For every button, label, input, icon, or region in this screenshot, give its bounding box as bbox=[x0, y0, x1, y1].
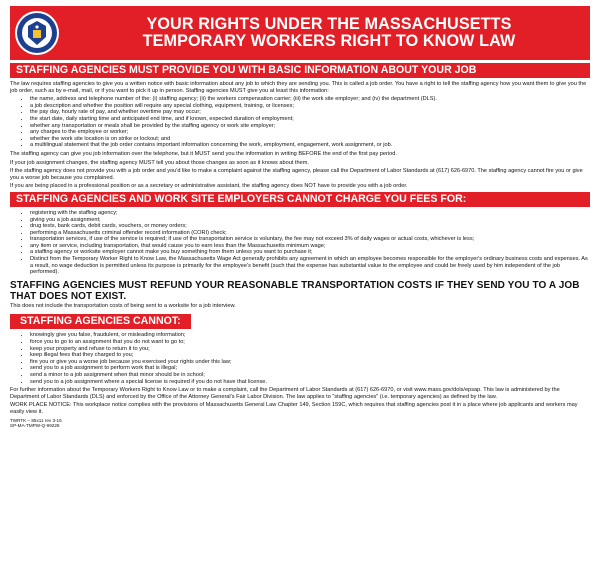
list-item: • a staffing agency or worksite employer cannot make you buy something from them unless you want to purchase it; bbox=[30, 249, 590, 256]
list-item: • drug tests, bank cards, debit cards, vouchers, or money orders; bbox=[30, 223, 590, 230]
list-item: • a multilingual statement that the job order contains important information concerning the work, employment, engagement, work assignment, or job. bbox=[30, 142, 590, 149]
list-item: • the name, address and telephone number of the: (i) staffing agency; (ii) the workers compensation carrier; (iii) the work site employer; and (iv) the department (DLS). bbox=[30, 96, 590, 103]
form-code-line-1: TWRTK – 85x11 rev 3-16 bbox=[10, 417, 62, 423]
list-item: • any item or service, including transportation, that would cause you to earn less than the Massachusetts minimum wage; bbox=[30, 243, 590, 250]
job-order-intro: The law requires staffing agencies to give you a written notice with basic information about any job to which they are sending you. This is called a job order. You have a right to tell the staffing agency how you want them to give you the job order, such as by e-mail, mail, or if you want to pick it up in person. Staffing agencies MUST give you at least this information: bbox=[10, 81, 587, 94]
list-item: • whether the work site location is on strike or lockout; and bbox=[30, 136, 590, 143]
list-item: • send you to a job assignment to perform work that is illegal; bbox=[30, 365, 590, 372]
fees-list bbox=[10, 210, 590, 276]
list-item: • the start date, daily starting time and anticipated end time, and if known, expected duration of employment; bbox=[30, 116, 590, 123]
title-line-1: YOUR RIGHTS UNDER THE MASSACHUSETTS bbox=[146, 15, 512, 33]
massachusetts-seal-icon bbox=[14, 10, 60, 56]
list-item: • whether any transportation or meals shall be provided by the staffing agency or work site employer; bbox=[30, 123, 590, 130]
section-banner-cannot: STAFFING AGENCIES CANNOT: bbox=[10, 314, 191, 329]
list-item: • transportation services, if use of the service is required; if use of the transportation service is voluntary, the fee may not exceed 3% of daily wages or actual costs, whichever is less; bbox=[30, 236, 590, 243]
list-item: • force you to go to an assignment that you do not want to go to; bbox=[30, 339, 590, 346]
complaint-paragraph: If the staffing agency does not provide you with a job order and you'd like to make a complaint against the staffing agency, please call the Department of Labor Standards at (617) 626-6970. The staffing agency cannot fire you or give you a worse job because you complained. bbox=[10, 168, 583, 181]
job-order-list bbox=[10, 96, 590, 149]
list-item: • performing a Massachusetts criminal offender record information (CORI) check; bbox=[30, 230, 590, 237]
list-item: • keep your property and refuse to return it to you; bbox=[30, 346, 590, 353]
list-item: • send you to a job assignment where a special license is required if you do not have that license. bbox=[30, 379, 590, 386]
list-item: • any charges to the employee or worker; bbox=[30, 129, 590, 136]
poster-title bbox=[76, 16, 590, 50]
poster-header bbox=[10, 6, 590, 60]
list-item: • knowingly give you false, fraudulent, or misleading information; bbox=[30, 332, 590, 339]
list-item: • the pay day, hourly rate of pay, and whether overtime pay may occur; bbox=[30, 109, 590, 116]
list-item: • send a minor to a job assignment when that minor should be in school; bbox=[30, 372, 590, 379]
title-line-2: TEMPORARY WORKERS RIGHT TO KNOW LAW bbox=[142, 32, 516, 50]
assignment-change-paragraph: If your job assignment changes, the staffing agency MUST tell you about those changes as soon as it knows about them. bbox=[10, 159, 309, 166]
list-item: • registering with the staffing agency; bbox=[30, 210, 590, 217]
refund-note: This does not include the transportation costs of being sent to a worksite for a job interview. bbox=[10, 302, 236, 309]
professional-exemption-paragraph: If you are being placed in a professional position or as a secretary or administrative assistant, the staffing agency does NOT have to provide you with a job order. bbox=[10, 183, 408, 190]
refund-heading: STAFFING AGENCIES MUST REFUND YOUR REASONABLE TRANSPORTATION COSTS IF THEY SEND YOU TO A JOB THAT DOES NOT EXIST. bbox=[10, 279, 580, 302]
form-code-line-2: SP-MA-TMPW-Q-99229 bbox=[10, 422, 60, 428]
list-item: • fire you or give you a worse job because you exercised your rights under this law; bbox=[30, 359, 590, 366]
list-item: • a job description and whether the position will require any special clothing, equipment, training, or licenses; bbox=[30, 103, 590, 110]
further-info-paragraph: For further information about the Temporary Workers Right to Know Law or to make a complaint, call the Department of Labor Standards at (617) 626-6970, or visit www.mass.gov/dols/epsap. This law is administered by the Department of Labor Standards (DLS) and enforced by the Office of the Attorney General's Fair Labor Division. The law applies to "staffing agencies" (i.e. temporary agencies) as defined by the law. bbox=[10, 387, 560, 400]
section-banner-fees: STAFFING AGENCIES AND WORK SITE EMPLOYERS CANNOT CHARGE YOU FEES FOR: bbox=[10, 192, 590, 207]
cannot-list bbox=[10, 332, 590, 385]
list-item: • Distinct from the Temporary Worker Right to Know Law, the Massachusetts Wage Act generally prohibits any agreement in which an employee becomes responsible for the employer's ordinary business costs and expenses. As a result, no wage deduction is permitted unless its purpose is primarily for the employee's benefit (such that the expense has substantial value to the employee and could be freely used by him independent of the job performed). bbox=[30, 256, 590, 276]
list-item: • keep illegal fees that they charged to you; bbox=[30, 352, 590, 359]
form-code bbox=[10, 418, 590, 429]
workplace-notice-paragraph: WORK PLACE NOTICE: This workplace notice complies with the provisions of Massachusetts General Law Chapter 149, Section 159C, which requires that staffing agencies post it in a place where job applicants and workers may easily view it. bbox=[10, 402, 578, 415]
list-item: • giving you a job assignment; bbox=[30, 217, 590, 224]
section-banner-job-info: STAFFING AGENCIES MUST PROVIDE YOU WITH BASIC INFORMATION ABOUT YOUR JOB bbox=[10, 63, 590, 78]
telephone-info-paragraph: The staffing agency can give you job information over the telephone, but it MUST send you the information in writing BEFORE the end of the first pay period. bbox=[10, 150, 397, 157]
